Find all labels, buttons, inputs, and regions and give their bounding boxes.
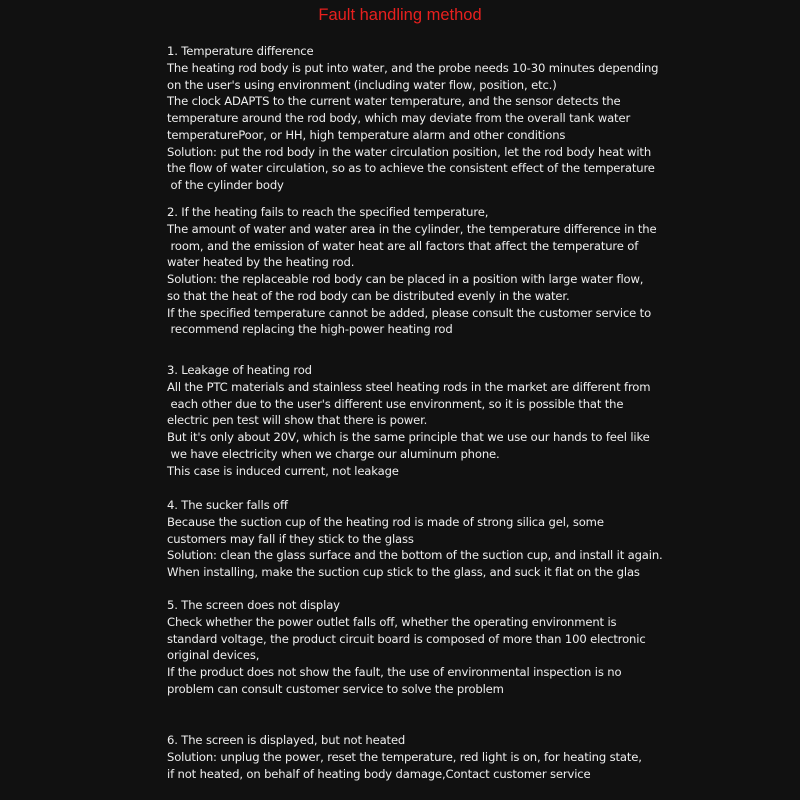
section-text-line: original devices, [167,648,260,663]
section-text-line: of the cylinder body [167,178,284,192]
section-text-line: electric pen test will show that there is power. [167,413,428,428]
section-heading: 4. The sucker falls off [167,498,288,512]
section-sucker-falls-off [167,497,787,581]
section-heading: 6. The screen is displayed, but not heated [167,733,406,747]
section-text-line: Solution: clean the glass surface and the bottom of the suction cup, and install it again. [167,548,663,563]
section-text-line: each other due to the user's different use environment, so it is possible that the [167,396,624,411]
section-text-line: Solution: unplug the power, reset the temperature, red light is on, for heating state, [167,749,642,764]
page-title: Fault handling method [318,6,482,24]
section-text-line: But it's only about 20V, which is the same principle that we use our hands to feel like [167,430,650,444]
section-text-line: temperature around the rod body, which may deviate from the overall tank water [167,111,631,125]
section-text-line: When installing, make the suction cup stick to the glass, and suck it flat on the glas [167,565,640,579]
section-text-line: customers may fall if they stick to the glass [167,531,414,546]
section-leakage [167,362,787,479]
section-heating-fails [167,204,787,338]
section-text-line: room, and the emission of water heat are all factors that affect the temperature of [167,238,639,253]
section-text-line: water heated by the heating rod. [167,255,355,270]
section-no-heat [167,732,787,782]
section-heading: 1. Temperature difference [167,44,314,58]
section-text-line: Because the suction cup of the heating rod is made of strong silica gel, some [167,514,604,529]
section-text-line: on the user's using environment (including water flow, position, etc.) [167,77,557,92]
section-temperature-difference [167,43,787,194]
section-heading: 2. If the heating fails to reach the specified temperature, [167,205,489,219]
section-screen-no-display [167,597,787,698]
section-text-line: Solution: the replaceable rod body can be placed in a position with large water flow, [167,272,644,286]
section-text-line: we have electricity when we charge our aluminum phone. [167,446,500,461]
section-text-line: The heating rod body is put into water, and the probe needs 10-30 minutes depending [167,60,659,75]
section-text-line: Solution: put the rod body in the water circulation position, let the rod body heat with [167,144,652,159]
section-text-line: so that the heat of the rod body can be distributed evenly in the water. [167,288,570,303]
section-text-line: Check whether the power outlet falls off, whether the operating environment is [167,614,617,629]
section-text-line: If the product does not show the fault, the use of environmental inspection is no [167,665,622,679]
section-text-line: All the PTC materials and stainless steel heating rods in the market are different from [167,379,651,394]
section-heading: 5. The screen does not display [167,598,340,612]
section-text-line: standard voltage, the product circuit board is composed of more than 100 electronic [167,631,646,646]
section-text-line: This case is induced current, not leakage [167,463,399,478]
section-heading: 3. Leakage of heating rod [167,363,312,377]
section-text-line: temperaturePoor, or HH, high temperature alarm and other conditions [167,127,566,142]
section-text-line: The clock ADAPTS to the current water temperature, and the sensor detects the [167,94,621,109]
section-text-line: problem can consult customer service to solve the problem [167,681,504,696]
section-text-line: if not heated, on behalf of heating body damage,Contact customer service [167,766,591,781]
section-text-line: recommend replacing the high-power heating rod [167,322,453,337]
section-text-line: If the specified temperature cannot be added, please consult the customer service to [167,305,652,320]
section-text-line: The amount of water and water area in the cylinder, the temperature difference in the [167,221,657,236]
section-text-line: the flow of water circulation, so as to achieve the consistent effect of the temperature [167,161,655,176]
